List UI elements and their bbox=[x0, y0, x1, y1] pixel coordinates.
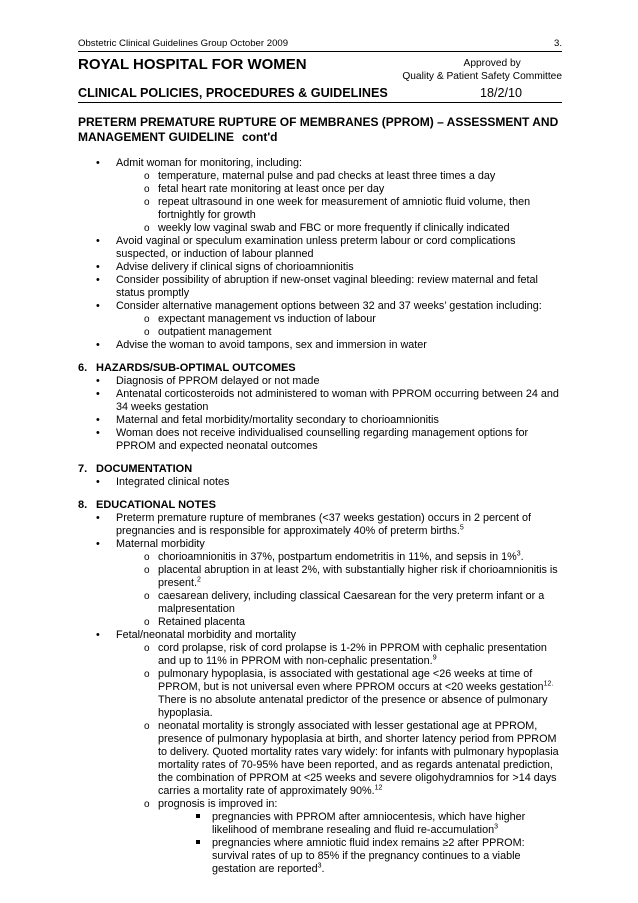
list-item bbox=[78, 427, 562, 453]
list-item bbox=[78, 388, 562, 414]
item-text: prognosis is improved in: bbox=[158, 798, 278, 810]
list-item bbox=[78, 261, 562, 274]
guideline-group: Obstetric Clinical Guidelines Group October 2009 bbox=[78, 38, 289, 49]
bullet-icon: • bbox=[96, 274, 100, 286]
sub-list-wrapper bbox=[78, 642, 562, 876]
bullet-icon: • bbox=[96, 427, 100, 439]
item-text: Integrated clinical notes bbox=[116, 476, 230, 488]
item-text: fetal heart rate monitoring at least once per day bbox=[158, 183, 385, 195]
intro-list bbox=[78, 157, 562, 352]
title-line-1: PRETERM PREMATURE RUPTURE OF MEMBRANES (PPROM) – ASSESSMENT AND bbox=[78, 115, 559, 129]
document-title bbox=[78, 115, 562, 145]
circle-bullet-icon: o bbox=[144, 184, 150, 195]
section-7-list bbox=[78, 476, 562, 489]
reference-number: 12 bbox=[374, 784, 383, 792]
item-text: Diagnosis of PPROM delayed or not made bbox=[116, 375, 320, 387]
bullet-icon: • bbox=[96, 388, 100, 400]
circle-bullet-icon: o bbox=[144, 721, 150, 732]
approved-by: Approved by bbox=[463, 58, 521, 69]
list-item bbox=[78, 339, 562, 352]
list-item bbox=[78, 798, 562, 811]
item-text: Avoid vaginal or speculum examination unless preterm labour or cord complications suspected, or induction of labour planned bbox=[116, 235, 516, 260]
sub-list-wrapper bbox=[78, 551, 562, 629]
item-text-tail: There is no absolute antenatal predictor of the presence or absence of pulmonary hypoplasia. bbox=[158, 694, 548, 719]
item-text: Maternal and fetal morbidity/mortality secondary to chorioamnionitis bbox=[116, 414, 439, 426]
item-text: Maternal morbidity bbox=[116, 538, 205, 550]
item-text: Antenatal corticosteroids not administered to woman with PPROM occurring between 24 and 34 weeks gestation bbox=[116, 388, 559, 413]
square-bullet-icon bbox=[196, 840, 200, 844]
list-item bbox=[78, 512, 562, 538]
running-header bbox=[78, 38, 562, 52]
section-8-title: EDUCATIONAL NOTES bbox=[96, 499, 216, 511]
policies-title: CLINICAL POLICIES, PROCEDURES & GUIDELINES bbox=[78, 86, 388, 100]
hospital-header bbox=[78, 52, 562, 83]
item-text: cord prolapse, risk of cord prolapse is 1-2% in PPROM with cephalic presentation and up to 11% in PPROM with non-cephalic presentation. bbox=[158, 642, 547, 667]
document-body bbox=[78, 157, 562, 876]
page-number: 3. bbox=[553, 38, 562, 49]
item-text: placental abruption in at least 2%, with substantially higher risk if chorioamnionitis is present. bbox=[158, 564, 558, 589]
bullet-icon: • bbox=[96, 339, 100, 351]
item-text: Woman does not receive individualised counselling regarding management options for PPROM and expected neonatal outcomes bbox=[116, 427, 529, 452]
circle-bullet-icon: o bbox=[144, 197, 150, 208]
bullet-icon: • bbox=[96, 235, 100, 247]
list-item bbox=[78, 313, 562, 326]
list-item bbox=[78, 476, 562, 489]
list-item bbox=[78, 642, 562, 668]
item-text: Advise the woman to avoid tampons, sex and immersion in water bbox=[116, 339, 427, 351]
hospital-name: ROYAL HOSPITAL FOR WOMEN bbox=[78, 56, 307, 73]
reference-number: 2 bbox=[197, 576, 201, 584]
item-text: temperature, maternal pulse and pad checks at least three times a day bbox=[158, 170, 496, 182]
item-text: Consider possibility of abruption if new-onset vaginal bleeding: review maternal and fetal status promptly bbox=[116, 274, 538, 299]
reference-number: 3 bbox=[516, 550, 521, 558]
item-text: Retained placenta bbox=[158, 616, 246, 628]
list-item bbox=[78, 837, 562, 876]
item-text: neonatal mortality is strongly associated with lesser gestational age at PPROM, presence of pulmonary hypoplasia at birth, and shorter latency period from PPROM to delivery. Quoted mortality rates vary widely: for infants with pulmonary hypoplasia mortality rates of 70-95% have been reported, and as regards antenatal prediction, the combination of PPROM at <25 weeks and severe oligohydramnios for >14 days carries a mortality rate of approximately 90%. bbox=[158, 720, 559, 797]
approving-committee: Quality & Patient Safety Committee bbox=[402, 70, 562, 82]
list-item bbox=[78, 222, 562, 235]
circle-bullet-icon: o bbox=[144, 327, 150, 338]
circle-bullet-icon: o bbox=[144, 565, 150, 576]
policies-header bbox=[78, 85, 562, 103]
bullet-icon: • bbox=[96, 414, 100, 426]
list-item bbox=[78, 170, 562, 183]
list-item bbox=[78, 183, 562, 196]
title-contd: cont'd bbox=[242, 130, 278, 144]
bullet-icon: • bbox=[96, 629, 100, 641]
item-text: Fetal/neonatal morbidity and mortality bbox=[116, 629, 297, 641]
sub-list bbox=[78, 642, 562, 876]
approval-block bbox=[402, 58, 562, 83]
title-line-2: MANAGEMENT GUIDELINE bbox=[78, 130, 234, 144]
item-text: Advise delivery if clinical signs of chorioamnionitis bbox=[116, 261, 354, 273]
bullet-icon: • bbox=[96, 300, 100, 312]
list-item bbox=[78, 590, 562, 616]
item-text: Preterm premature rupture of membranes (<37 weeks gestation) occurs in 2 percent of pregnancies and is responsible for approximately 40% of preterm births. bbox=[116, 512, 531, 537]
item-text: chorioamnionitis in 37%, postpartum endometritis in 11%, and sepsis in 1% bbox=[158, 551, 517, 563]
section-7-heading bbox=[78, 463, 562, 476]
approval-date: 18/2/10 bbox=[479, 86, 522, 100]
section-8-number: 8. bbox=[78, 499, 88, 511]
list-item bbox=[78, 811, 562, 837]
bullet-icon: • bbox=[96, 538, 100, 550]
bullet-icon: • bbox=[96, 261, 100, 273]
item-text: expectant management vs induction of labour bbox=[158, 313, 376, 325]
list-item bbox=[78, 668, 562, 720]
reference-number: 5 bbox=[459, 524, 464, 532]
item-text: caesarean delivery, including classical Caesarean for the very preterm infant or a malpresentation bbox=[158, 590, 545, 615]
section-8-list bbox=[78, 512, 562, 876]
reference-number: 3 bbox=[494, 823, 498, 831]
item-text: pulmonary hypoplasia, is associated with gestational age <26 weeks at time of PPROM, but is not universal even where PPROM occurs at <20 weeks gestation bbox=[158, 668, 544, 693]
section-8-heading bbox=[78, 499, 562, 512]
list-item bbox=[78, 616, 562, 629]
list-item bbox=[78, 720, 562, 798]
circle-bullet-icon: o bbox=[144, 643, 150, 654]
sub-list bbox=[78, 170, 562, 235]
item-text: Admit woman for monitoring, including: bbox=[116, 157, 303, 169]
reference-number: 9 bbox=[432, 654, 437, 662]
list-item bbox=[78, 375, 562, 388]
list-item bbox=[78, 196, 562, 222]
list-item bbox=[78, 300, 562, 313]
section-6-number: 6. bbox=[78, 362, 88, 374]
sub-list-wrapper bbox=[78, 811, 562, 876]
sub-list-wrapper bbox=[78, 170, 562, 235]
circle-bullet-icon: o bbox=[144, 591, 150, 602]
section-7-title: DOCUMENTATION bbox=[96, 463, 193, 475]
circle-bullet-icon: o bbox=[144, 314, 150, 325]
sub-list bbox=[78, 313, 562, 339]
list-item bbox=[78, 414, 562, 427]
circle-bullet-icon: o bbox=[144, 617, 150, 628]
item-text-tail: . bbox=[520, 551, 524, 563]
circle-bullet-icon: o bbox=[144, 799, 150, 810]
item-text-tail: . bbox=[321, 863, 325, 875]
bullet-icon: • bbox=[96, 157, 100, 169]
list-item bbox=[78, 629, 562, 642]
circle-bullet-icon: o bbox=[144, 552, 150, 563]
circle-bullet-icon: o bbox=[144, 669, 150, 680]
list-item bbox=[78, 235, 562, 261]
item-text: weekly low vaginal swab and FBC or more frequently if clinically indicated bbox=[158, 222, 510, 234]
item-text: pregnancies where amniotic fluid index remains ≥2 after PPROM: survival rates of up to 85% if the pregnancy continues to a viable gestation are reported bbox=[212, 837, 525, 875]
item-text: outpatient management bbox=[158, 326, 272, 338]
bullet-icon: • bbox=[96, 375, 100, 387]
section-6-heading bbox=[78, 362, 562, 375]
reference-number: 3 bbox=[317, 862, 322, 870]
sub-list bbox=[78, 811, 562, 876]
list-item bbox=[78, 538, 562, 551]
sub-list bbox=[78, 551, 562, 629]
square-bullet-icon bbox=[196, 814, 200, 818]
circle-bullet-icon: o bbox=[144, 223, 150, 234]
sub-list-wrapper bbox=[78, 313, 562, 339]
list-item bbox=[78, 564, 562, 590]
section-6-title: HAZARDS/SUB-OPTIMAL OUTCOMES bbox=[96, 362, 296, 374]
section-6-list bbox=[78, 375, 562, 453]
reference-number: 12. bbox=[543, 680, 554, 688]
bullet-icon: • bbox=[96, 512, 100, 524]
item-text: Consider alternative management options between 32 and 37 weeks’ gestation including: bbox=[116, 300, 542, 312]
list-item bbox=[78, 157, 562, 170]
document-page bbox=[78, 38, 562, 876]
item-text: pregnancies with PPROM after amniocentesis, which have higher likelihood of membrane resealing and fluid re-accumulation bbox=[212, 811, 526, 836]
section-7-number: 7. bbox=[78, 463, 88, 475]
list-item bbox=[78, 326, 562, 339]
list-item bbox=[78, 274, 562, 300]
item-text: repeat ultrasound in one week for measurement of amniotic fluid volume, then fortnightly for growth bbox=[158, 196, 531, 221]
list-item bbox=[78, 551, 562, 564]
circle-bullet-icon: o bbox=[144, 171, 150, 182]
bullet-icon: • bbox=[96, 476, 100, 488]
